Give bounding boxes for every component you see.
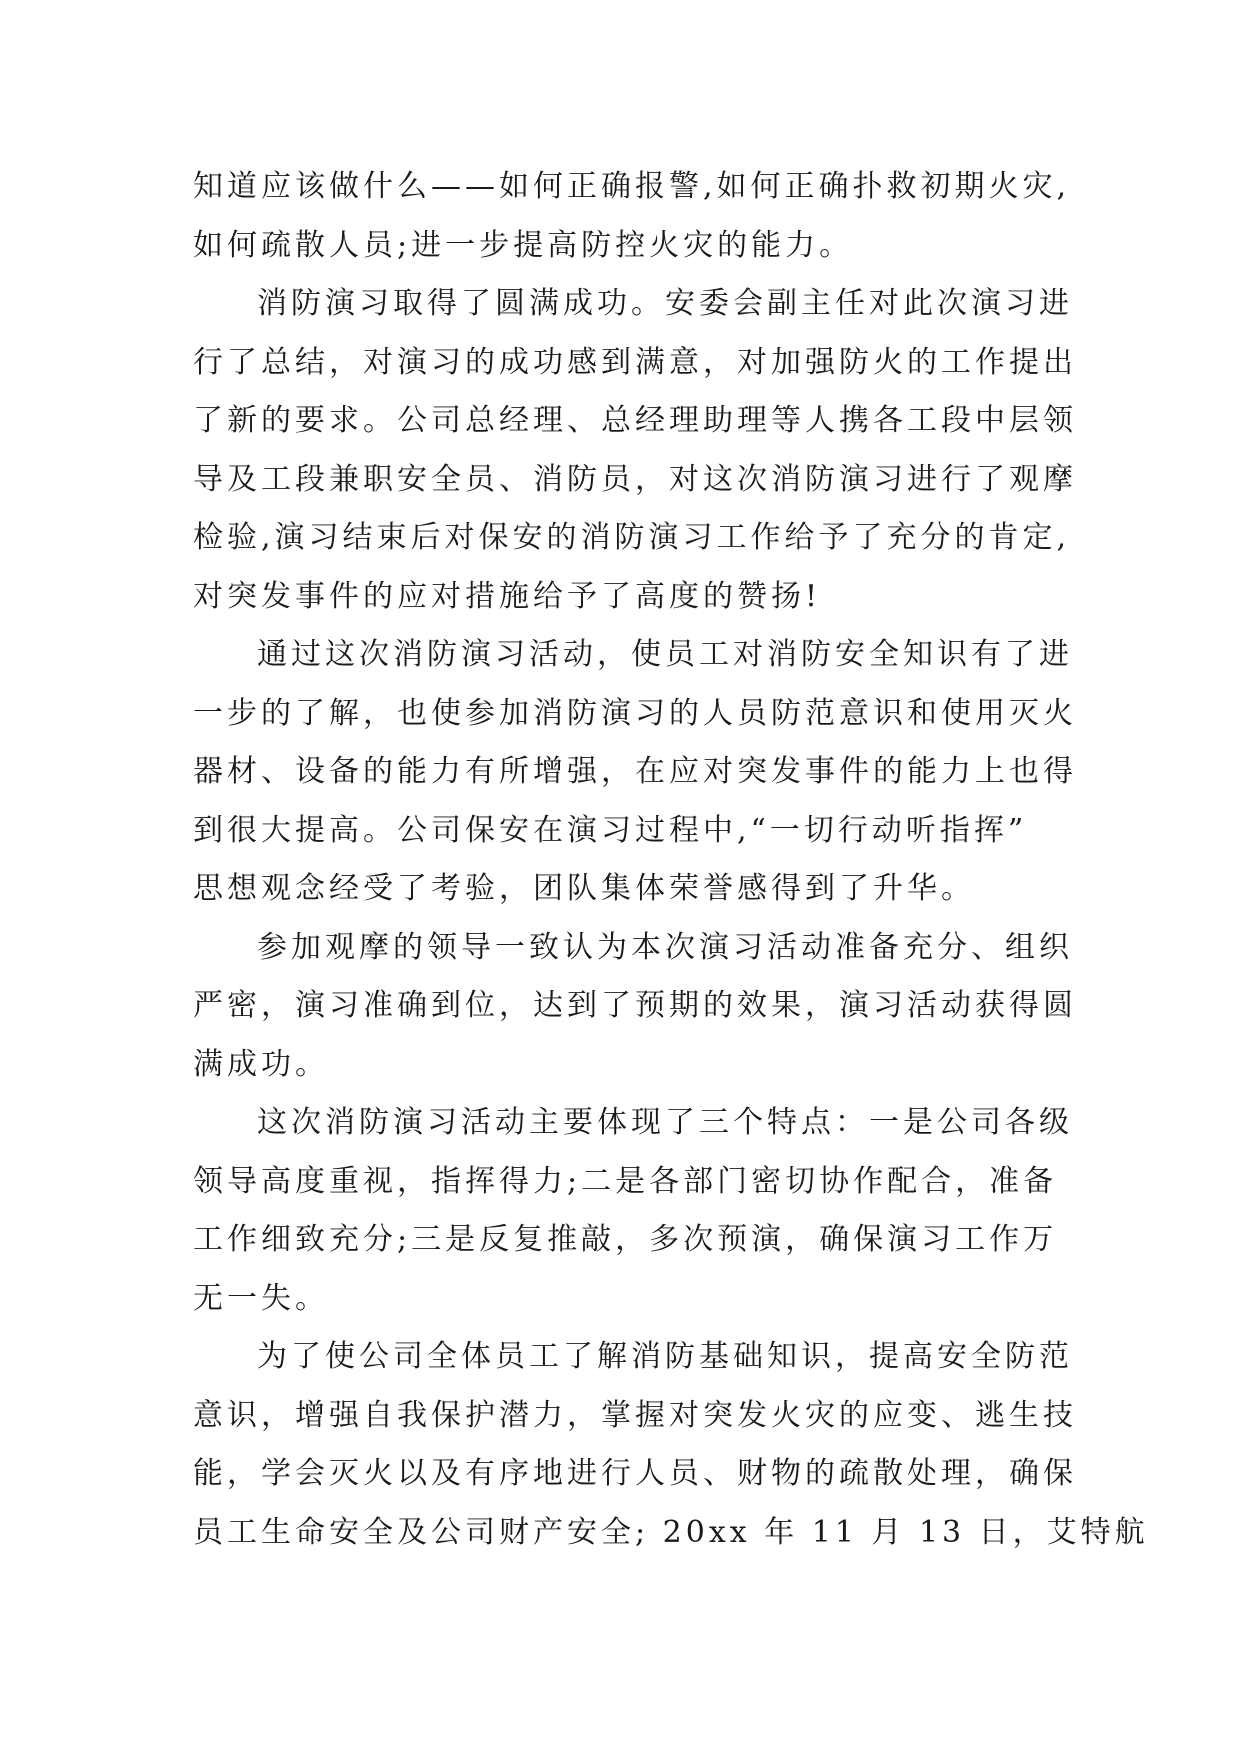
paragraph-start-line: 这次消防演习活动主要体现了三个特点：一是公司各级 [257,1105,1073,1140]
text-line: 一步的了解，也使参加消防演习的人员防范意识和使用灭火 [193,695,1077,731]
paragraph-start-line: 为了使公司全体员工了解消防基础知识，提高安全防范 [257,1339,1073,1374]
text-line: 工作细致充分;三是反复推敲，多次预演，确保演习工作万 [193,1222,1058,1257]
text-line: 了新的要求。公司总经理、总经理助理等人携各工段中层领 [193,403,1077,438]
text-line: 对突发事件的应对措施给予了高度的赞扬! [193,578,822,614]
text-line: 无一失。 [193,1280,329,1316]
text-line: 到很大提高。公司保安在演习过程中,“一切行动听指挥” [193,812,1028,848]
text-line: 检验,演习结束后对保安的消防演习工作给予了充分的肯定, [193,520,1071,555]
text-line: 能，学会灭火以及有序地进行人员、财物的疏散处理，确保 [193,1456,1077,1491]
body-text [193,158,1149,1562]
paragraph-start-line: 通过这次消防演习活动，使员工对消防安全知识有了进 [257,637,1073,672]
text-line: 员工生命安全及公司财产安全; 20xx 年 11 月 13 日，艾特航 [193,1514,1149,1550]
text-line: 如何疏散人员;进一步提高防控火灾的能力。 [193,227,854,263]
text-line: 器材、设备的能力有所增强，在应对突发事件的能力上也得 [193,754,1077,789]
text-line: 导及工段兼职安全员、消防员，对这次消防演习进行了观摩 [193,461,1077,497]
text-line: 思想观念经受了考验，团队集体荣誉感得到了升华。 [193,871,975,906]
text-line: 行了总结，对演习的成功感到满意，对加强防火的工作提出 [193,344,1077,380]
text-line: 满成功。 [193,1046,329,1082]
text-line: 知道应该做什么——如何正确报警,如何正确扑救初期火灾, [193,169,1071,204]
paragraph-start-line: 参加观摩的领导一致认为本次演习活动准备充分、组织 [257,929,1073,965]
paragraph-start-line: 消防演习取得了圆满成功。安委会副主任对此次演习进 [257,286,1073,321]
text-line: 领导高度重视，指挥得力;二是各部门密切协作配合，准备 [193,1163,1058,1199]
text-line: 严密，演习准确到位，达到了预期的效果，演习活动获得圆 [193,988,1077,1023]
text-line: 意识，增强自我保护潜力，掌握对突发火灾的应变、逃生技 [193,1397,1077,1433]
